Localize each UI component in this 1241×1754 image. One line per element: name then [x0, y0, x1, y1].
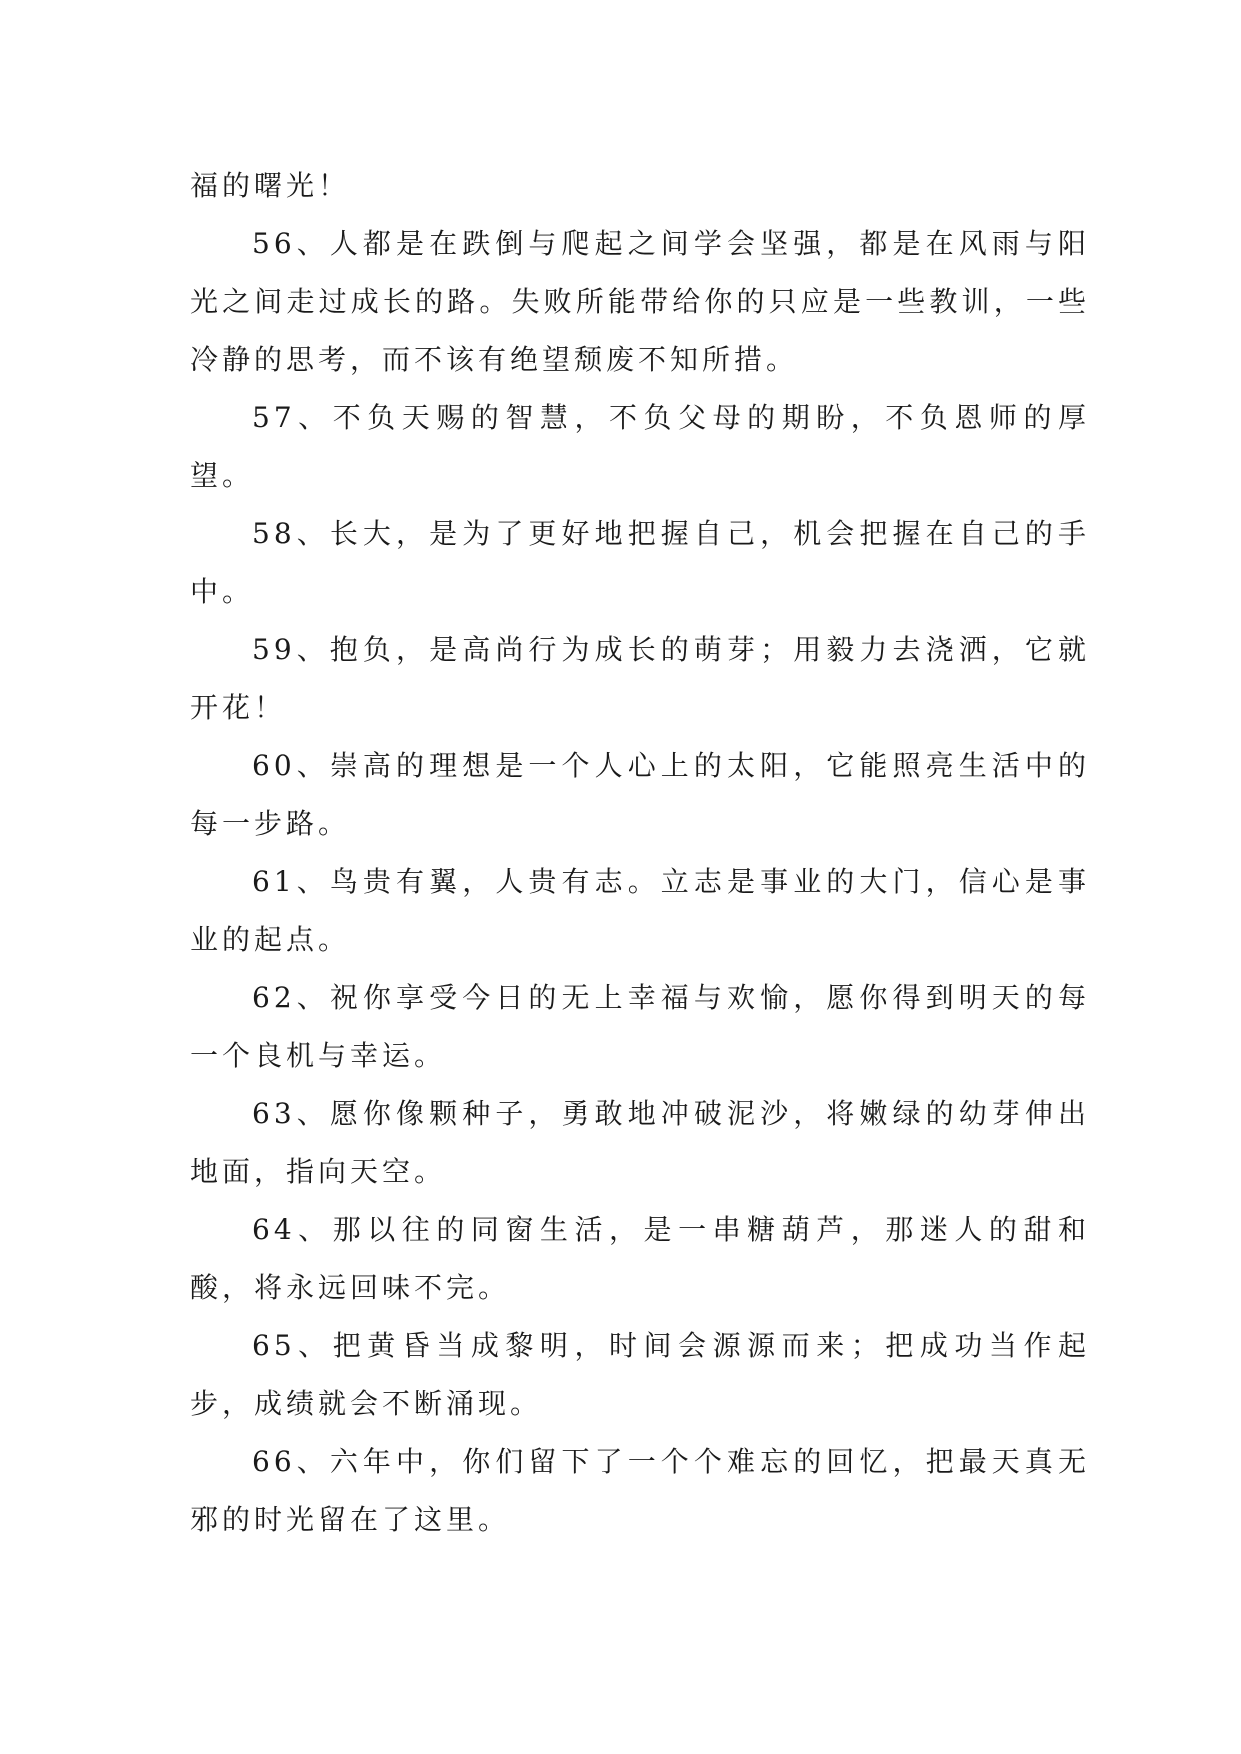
- paragraph-continuation: 福的曙光！: [190, 169, 351, 202]
- document-body: [190, 157, 1090, 1549]
- paragraph-63: 63、愿你像颗种子，勇敢地冲破泥沙，将嫩绿的幼芽伸出地面，指向天空。: [190, 1097, 1090, 1188]
- paragraph-64: 64、那以往的同窗生活，是一串糖葫芦，那迷人的甜和酸，将永远回味不完。: [190, 1213, 1090, 1304]
- paragraph-59: 59、抱负，是高尚行为成长的萌芽；用毅力去浇洒，它就开花！: [190, 633, 1090, 724]
- paragraph-61: 61、鸟贵有翼，人贵有志。立志是事业的大门，信心是事业的起点。: [190, 865, 1090, 956]
- paragraph-66: 66、六年中，你们留下了一个个难忘的回忆，把最天真无邪的时光留在了这里。: [190, 1445, 1090, 1536]
- paragraph-65: 65、把黄昏当成黎明，时间会源源而来；把成功当作起步，成绩就会不断涌现。: [190, 1329, 1090, 1420]
- paragraph-58: 58、长大，是为了更好地把握自己，机会把握在自己的手中。: [190, 517, 1090, 608]
- paragraph-56: 56、人都是在跌倒与爬起之间学会坚强，都是在风雨与阳光之间走过成长的路。失败所能带给你的只应是一些教训，一些冷静的思考，而不该有绝望颓废不知所措。: [190, 227, 1090, 376]
- paragraph-62: 62、祝你享受今日的无上幸福与欢愉，愿你得到明天的每一个良机与幸运。: [190, 981, 1090, 1072]
- paragraph-60: 60、崇高的理想是一个人心上的太阳，它能照亮生活中的每一步路。: [190, 749, 1090, 840]
- paragraph-57: 57、不负天赐的智慧，不负父母的期盼，不负恩师的厚望。: [190, 401, 1090, 492]
